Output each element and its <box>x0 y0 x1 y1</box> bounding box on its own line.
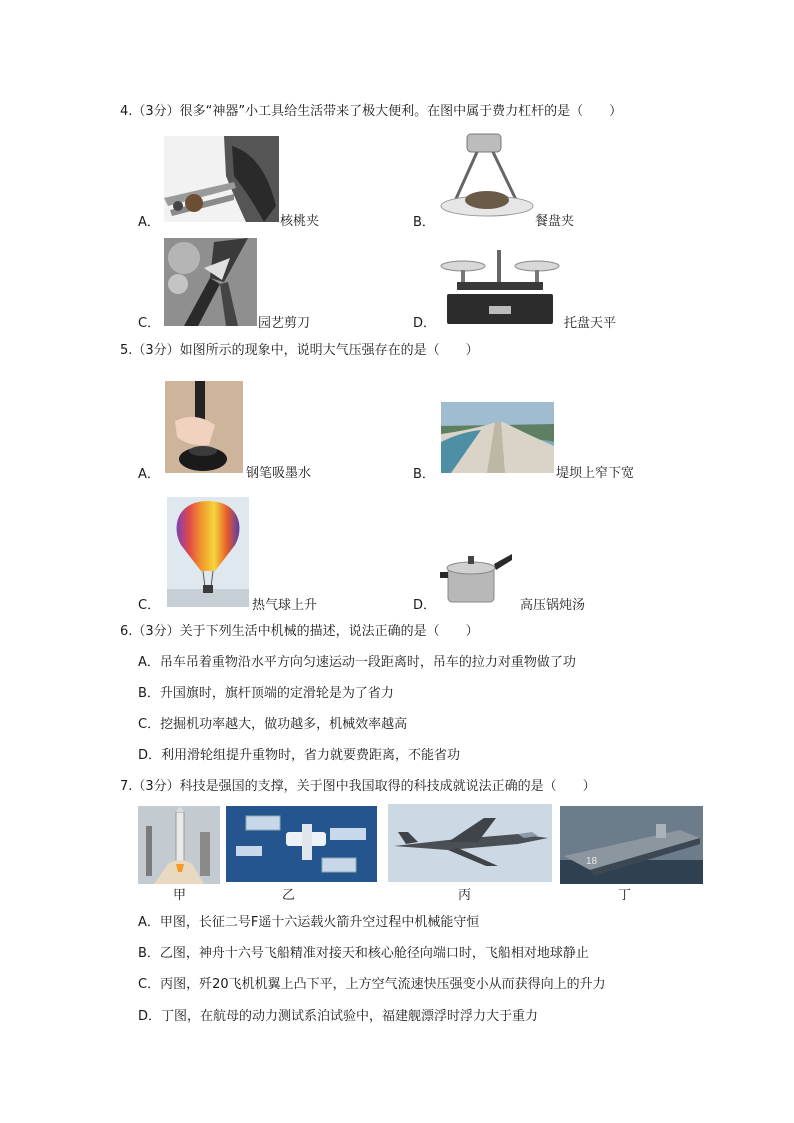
q7-option-c: C．丙图，歼20飞机机翼上凸下平，上方空气流速快压强变小从而获得向上的升力 <box>138 977 606 992</box>
fighter-jet-image <box>388 804 552 882</box>
aircraft-carrier-image <box>560 806 703 884</box>
option-a-letter: A． <box>138 215 160 230</box>
question-7-stem: 7.（3分）科技是强国的支撑，关于图中我国取得的科技成就说法正确的是（ ） <box>120 779 596 794</box>
option-c-caption: 园艺剪刀 <box>258 316 311 331</box>
question-4-stem: 4.（3分）很多“神器”小工具给生活带来了极大便利。在图中属于费力杠杆的是（ ） <box>120 104 623 119</box>
pressure-cooker-image <box>440 550 512 606</box>
walnut-cracker-image <box>164 136 279 222</box>
image-label-jia: 甲 <box>173 888 187 903</box>
option-b-letter: B． <box>413 467 435 482</box>
plate-clamp-image <box>437 130 534 222</box>
q7-option-d: D．丁图，在航母的动力测试系泊试验中，福建舰漂浮时浮力大于重力 <box>138 1009 539 1024</box>
q6-option-b: B．升国旗时，旗杆顶端的定滑轮是为了省力 <box>138 686 394 701</box>
option-c-letter: C． <box>138 316 161 331</box>
image-label-yi: 乙 <box>282 888 296 903</box>
option-b-caption: 堤坝上窄下宽 <box>556 466 635 481</box>
q6-option-c: C．挖掘机功率越大，做功越多，机械效率越高 <box>138 717 408 732</box>
option-a-letter: A． <box>138 467 160 482</box>
svg-text:18: 18 <box>586 856 598 867</box>
image-label-bing: 丙 <box>458 888 472 903</box>
option-b-letter: B． <box>413 215 435 230</box>
option-d-letter: D． <box>413 316 437 331</box>
q7-option-b: B．乙图，神舟十六号飞船精准对接天和核心舱径向端口时，飞船相对地球静止 <box>138 946 589 961</box>
option-c-letter: C． <box>138 598 161 613</box>
question-5-stem: 5.（3分）如图所示的现象中，说明大气压强存在的是（ ） <box>120 343 479 358</box>
q6-option-a: A．吊车吊着重物沿水平方向匀速运动一段距离时，吊车的拉力对重物做了功 <box>138 655 576 670</box>
option-c-caption: 热气球上升 <box>252 598 318 613</box>
option-d-caption: 高压锅炖汤 <box>520 598 586 613</box>
option-a-caption: 钢笔吸墨水 <box>246 466 312 481</box>
q7-option-a: A．甲图，长征二号F遥十六运载火箭升空过程中机械能守恒 <box>138 915 480 930</box>
dam-image <box>441 402 554 473</box>
option-d-letter: D． <box>413 598 437 613</box>
q6-option-d: D．利用滑轮组提升重物时，省力就要费距离，不能省功 <box>138 748 461 763</box>
space-station-image <box>226 806 377 882</box>
image-label-ding: 丁 <box>618 888 632 903</box>
fountain-pen-image <box>165 381 243 473</box>
garden-shears-image <box>164 238 257 326</box>
rocket-launch-image <box>138 806 220 884</box>
question-6-stem: 6.（3分）关于下列生活中机械的描述，说法正确的是（ ） <box>120 624 479 639</box>
option-a-caption: 核桃夹 <box>280 214 320 229</box>
hot-air-balloon-image <box>167 497 249 607</box>
option-b-caption: 餐盘夹 <box>535 214 575 229</box>
option-d-caption: 托盘天平 <box>564 316 617 331</box>
pan-balance-image <box>437 246 562 328</box>
